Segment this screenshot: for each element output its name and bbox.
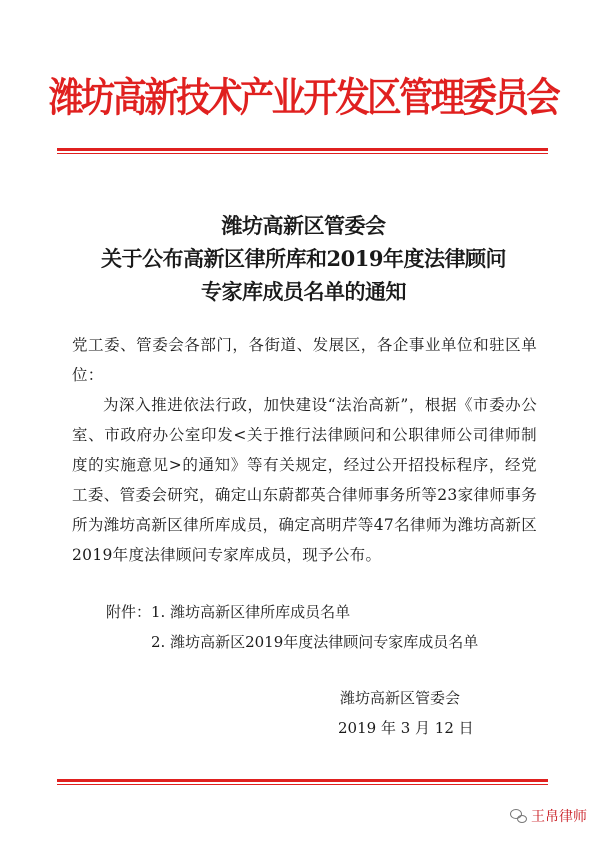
attachments-label: 附件： — [106, 603, 152, 621]
masthead-rule-thin — [57, 153, 548, 154]
salutation: 党工委、管委会各部门，各街道、发展区，各企事业单位和驻区单位： — [72, 336, 537, 384]
attachment-row-1 — [106, 597, 478, 627]
footer-rule-thin — [57, 784, 548, 785]
watermark-text: 王帛律师 — [531, 809, 587, 825]
masthead-rule-thick — [57, 148, 548, 151]
attachment-row-2 — [106, 627, 478, 657]
document-body — [72, 330, 537, 570]
title-line-2: 关于公布高新区律所库和2019年度法律顾问 — [101, 246, 506, 271]
signature — [340, 683, 474, 743]
attachments — [106, 597, 478, 657]
masthead: 潍坊高新技术产业开发区管理委员会 — [48, 74, 559, 121]
signature-org: 潍坊高新区管委会 — [340, 689, 461, 707]
wechat-icon — [510, 809, 527, 823]
title-line-3: 专家库成员名单的通知 — [201, 279, 406, 304]
signature-date: 2019 年 3 月 12 日 — [338, 719, 474, 737]
watermark — [510, 806, 587, 826]
attachment-item-2: 2. 潍坊高新区2019年度法律顾问专家库成员名单 — [151, 633, 479, 651]
footer-rule-thick — [57, 779, 548, 782]
document-title — [0, 209, 607, 308]
body-paragraph: 为深入推进依法行政，加快建设“法治高新”，根据《市委办公室、市政府办公室印发<关于推行法律顾问和公职律师公司律师制度的实施意见>的通知》等有关规定，经过公开招投标程序，经党工委、管委会研究，确定山东蔚都英合律师事务所等23家律师事务所为潍坊高新区律所库成员，确定高明芹等47名律师为潍坊高新区2019年度法律顾问专家库成员，现予公布。 — [72, 396, 537, 564]
title-line-1: 潍坊高新区管委会 — [221, 213, 386, 238]
attachment-item-1: 1. 潍坊高新区律所库成员名单 — [151, 603, 351, 621]
